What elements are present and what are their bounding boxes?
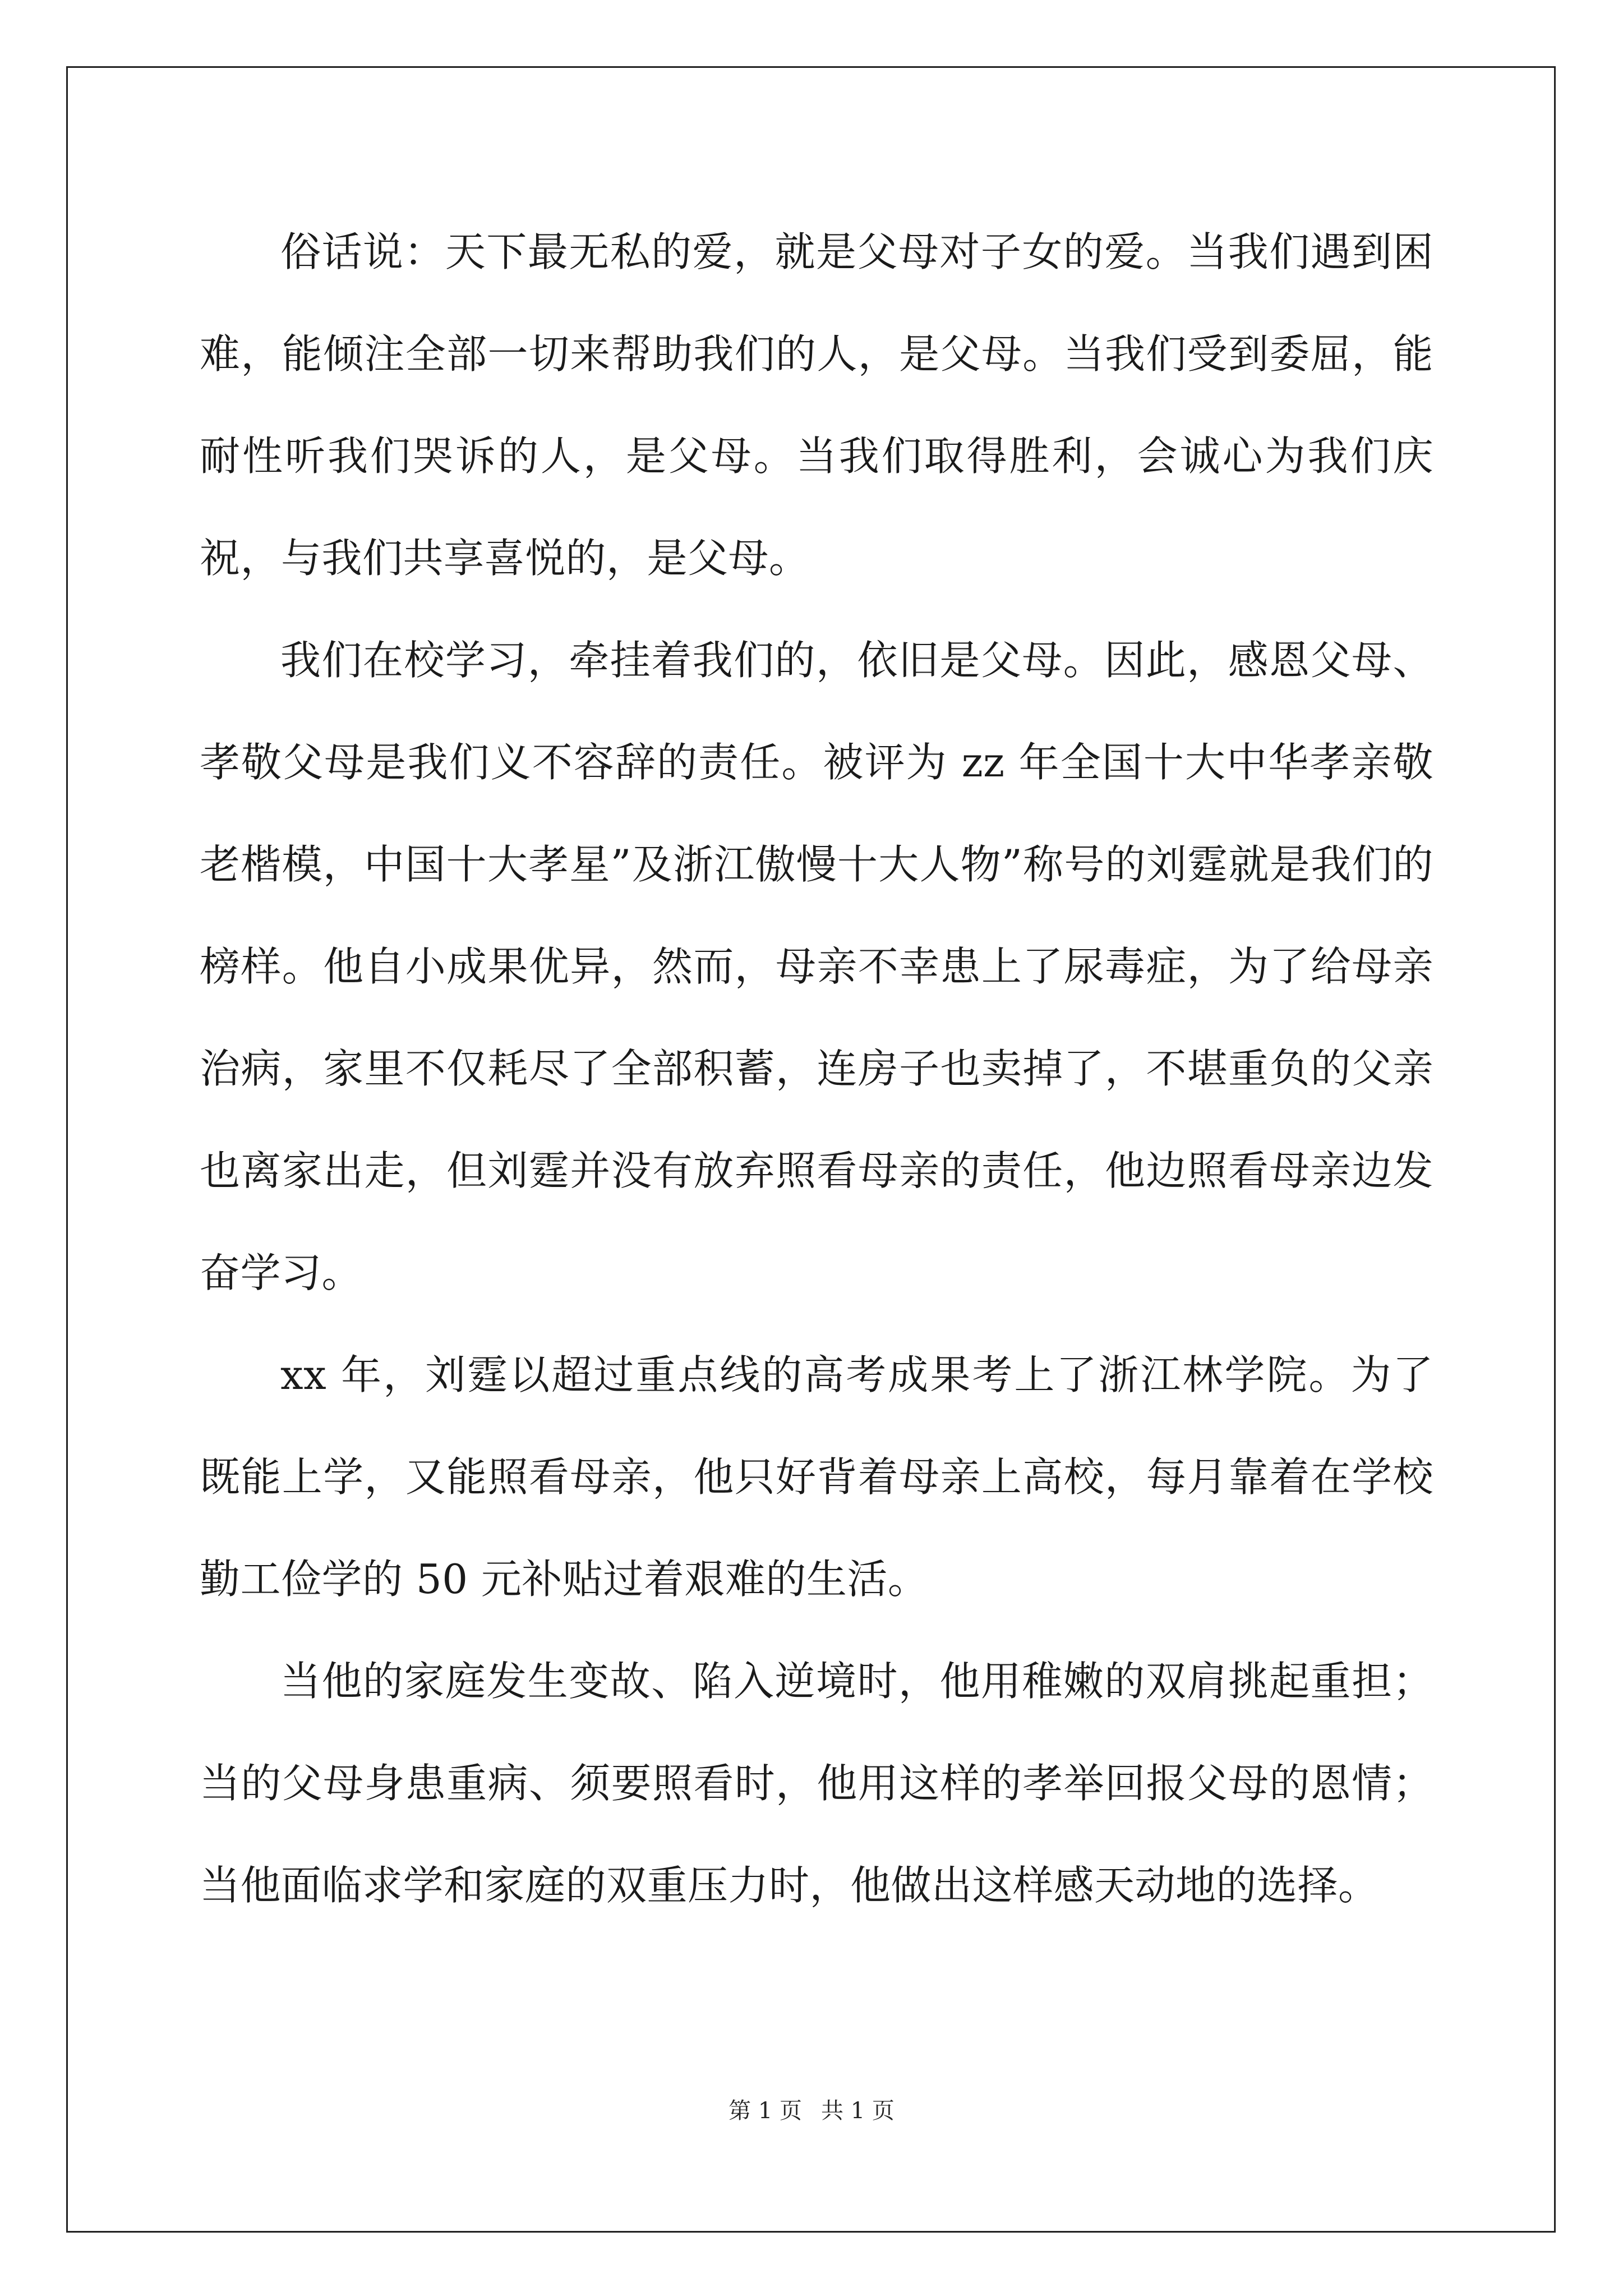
paragraph: xx 年，刘霆以超过重点线的高考成果考上了浙江林学院。为了既能上学，又能照看母亲，他只好背着母亲上高校，每月靠着在学校勤工俭学的 50 元补贴过着艰难的生活。 xyxy=(200,1351,1433,1603)
paragraph: 当他的家庭发生变故、陷入逆境时，他用稚嫩的双肩挑起重担；当的父母身患重病、须要照看时，他用这样的孝举回报父母的恩情；当他面临求学和家庭的双重压力时，他做出这样感天动地的选择。 xyxy=(200,1658,1433,1909)
page-footer xyxy=(0,2097,1623,2125)
page-total: 共 1 页 xyxy=(821,2098,895,2124)
paragraph: 我们在校学习，牵挂着我们的，依旧是父母。因此，感恩父母、孝敬父母是我们义不容辞的责任。被评为 zz 年全国十大中华孝亲敬老楷模，中国十大孝星”及浙江傲慢十大人物”称号的刘霆就是我们的榜样。他自小成果优异，然而，母亲不幸患上了尿毒症，为了给母亲治病，家里不仅耗尽了全部积蓄，连房子也卖掉了，不堪重负的父亲也离家出走，但刘霆并没有放弃照看母亲的责任，他边照看母亲边发奋学习。 xyxy=(200,637,1433,1296)
page-number: 第 1 页 xyxy=(728,2098,802,2124)
paragraph: 俗话说：天下最无私的爱，就是父母对子女的爱。当我们遇到困难，能倾注全部一切来帮助我们的人，是父母。当我们受到委屈，能耐性听我们哭诉的人，是父母。当我们取得胜利，会诚心为我们庆祝，与我们共享喜悦的，是父母。 xyxy=(200,228,1433,582)
document-body xyxy=(200,201,1433,1936)
